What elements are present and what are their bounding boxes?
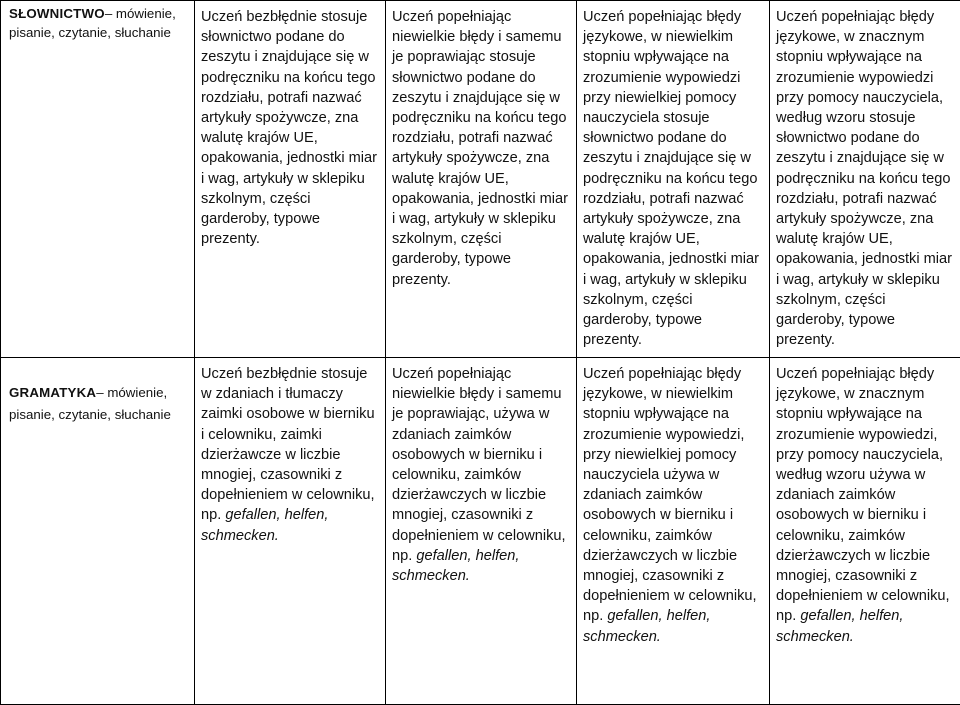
skill-cell-grammar <box>1 358 195 705</box>
criteria-text: Uczeń popełniając błędy językowe, w niewielkim stopniu wpływające na zrozumienie wypowiedzi przy niewielkiej pomocy nauczyciela stosuje słownictwo podane do zeszytu i znajdujące się w podręczniku na końcu tego rozdziału, potrafi nazwać artykuły spożywcze, zna walutę krajów UE, opakowania, jednostki miar i wag, artykuły w sklepiku szkolnym, części garderoby, typowe prezenty. <box>583 9 759 348</box>
criteria-examples: gefallen, helfen, schmecken. <box>201 507 328 543</box>
criteria-cell <box>195 1 386 358</box>
criteria-cell <box>770 1 960 358</box>
criteria-cell <box>195 358 386 705</box>
criteria-text: Uczeń popełniając niewielkie błędy i samemu je poprawiając, używa w zdaniach zaimków osobowych w bierniku i celowniku, zaimków dzierżawczych w liczbie mnogiej, czasowniki z dopełnieniem w celowniku, np. <box>392 366 566 564</box>
skill-subtitle: – mówienie, pisanie, czytanie, słuchanie <box>9 6 176 40</box>
criteria-cell <box>386 358 577 705</box>
criteria-cell <box>386 1 577 358</box>
criteria-text: Uczeń popełniając błędy językowe, w znacznym stopniu wpływające na zrozumienie wypowiedzi, przy pomocy nauczyciela, według wzoru używa w zdaniach zaimków osobowych w bierniku i celowniku, zaimków dzierżawczych w liczbie mnogiej, czasowniki z dopełnieniem w celowniku, np. <box>776 366 950 624</box>
criteria-text: Uczeń bezbłędnie stosuje w zdaniach i tłumaczy zaimki osobowe w bierniku i celowniku, zaimki dzierżawcze w liczbie mnogiej, czasowniki z dopełnieniem w celowniku, np. <box>201 366 375 523</box>
criteria-cell <box>770 358 960 705</box>
criteria-examples: gefallen, helfen, schmecken. <box>583 608 710 644</box>
skill-title: GRAMATYKA <box>9 385 96 400</box>
skill-cell-vocabulary <box>1 1 195 358</box>
criteria-examples: gefallen, helfen, schmecken. <box>776 608 903 644</box>
criteria-text: Uczeń popełniając błędy językowe, w niewielkim stopniu wpływające na zrozumienie wypowiedzi, przy niewielkiej pomocy nauczyciela używa w zdaniach zaimków osobowych w bierniku i celowniku, zaimków dzierżawczych w liczbie mnogiej, czasowniki z dopełnieniem w celowniku, np. <box>583 366 757 624</box>
criteria-text: Uczeń popełniając błędy językowe, w znacznym stopniu wpływające na zrozumienie wypowiedzi przy pomocy nauczyciela, według wzoru stosuje słownictwo podane do zeszytu i znajdujące się w podręczniku na końcu tego rozdziału, potrafi nazwać artykuły spożywcze, zna walutę krajów UE, opakowania, jednostki miar i wag, artykuły w sklepiku szkolnym, części garderoby, typowe prezenty. <box>776 9 952 348</box>
table-row-grammar <box>1 358 960 705</box>
criteria-cell <box>577 1 770 358</box>
criteria-text: Uczeń bezbłędnie stosuje słownictwo podane do zeszytu i znajdujące się w podręczniku na końcu tego rozdziału, potrafi nazwać artykuły spożywcze, zna walutę krajów UE, opakowania, jednostki miar i wag, artykuły w sklepiku szkolnym, części garderoby, typowe prezenty. <box>201 9 377 247</box>
table-row-vocabulary <box>1 1 960 358</box>
criteria-cell <box>577 358 770 705</box>
skill-title: SŁOWNICTWO <box>9 6 105 21</box>
skill-subtitle: – mówienie, pisanie, czytanie, słuchanie <box>9 385 171 422</box>
criteria-examples: gefallen, helfen, schmecken. <box>392 548 519 584</box>
criteria-text: Uczeń popełniając niewielkie błędy i samemu je poprawiając stosuje słownictwo podane do zeszytu i znajdujące się w podręczniku na końcu tego rozdziału, potrafi nazwać artykuły spożywcze, zna walutę krajów UE, opakowania, jednostki miar i wag, artykuły w sklepiku szkolnym, części garderoby, typowe prezenty. <box>392 9 568 288</box>
